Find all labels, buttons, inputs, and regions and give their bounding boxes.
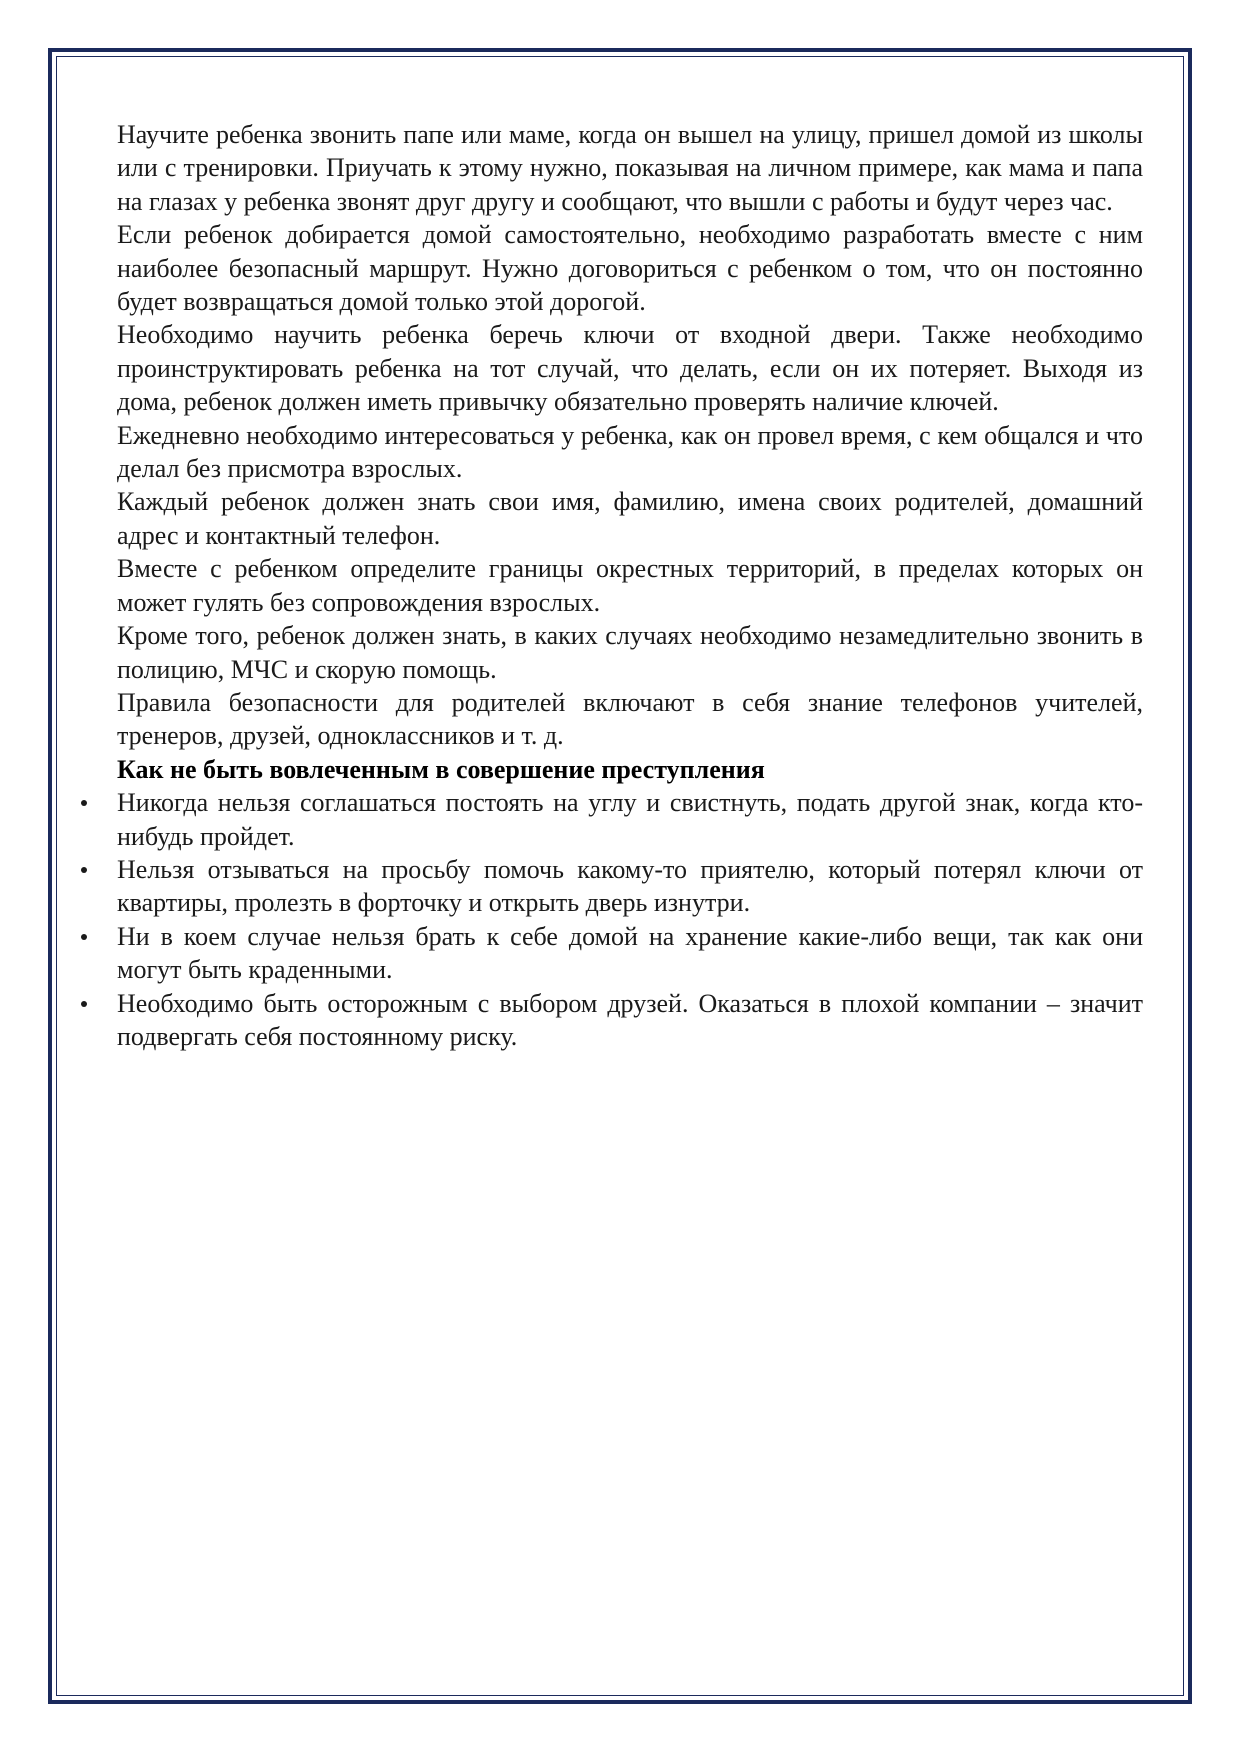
bullet-list	[117, 786, 1143, 1053]
paragraph: Вместе с ребенком определите границы окрестных территорий, в пределах которых он может гулять без сопровождения взрослых.	[117, 554, 1143, 617]
bullet-icon	[81, 867, 87, 873]
paragraph: Необходимо научить ребенка беречь ключи от входной двери. Также необходимо проинструктировать ребенка на тот случай, что делать, если он их потеряет. Выходя из дома, ребенок должен иметь привычку обязательно проверять наличие ключей.	[117, 320, 1143, 417]
list-item-text: Ни в коем случае нельзя брать к себе домой на хранение какие-либо вещи, так как они могут быть краденными.	[117, 921, 1143, 985]
list-item-text: Необходимо быть осторожным с выбором друзей. Оказаться в плохой компании – значит подвергать себя постоянному риску.	[117, 988, 1143, 1051]
paragraph: Если ребенок добирается домой самостоятельно, необходимо разработать вместе с ним наиболее безопасный маршрут. Нужно договориться с ребенком о том, что он постоянно будет возвращаться домой только этой дорогой.	[117, 220, 1143, 317]
paragraph: Правила безопасности для родителей включают в себя знание телефонов учителей, тренеров, друзей, одноклассников и т. д.	[117, 687, 1143, 751]
document-body	[117, 118, 1143, 1053]
section-heading: Как не быть вовлеченным в совершение преступления	[117, 754, 765, 784]
bullet-icon	[81, 1001, 87, 1007]
list-item	[117, 920, 1143, 987]
list-item-text: Никогда нельзя соглашаться постоять на углу и свистнуть, подать другой знак, когда кто-нибудь пройдет.	[117, 788, 1143, 851]
bullet-icon	[81, 934, 87, 940]
list-item	[117, 987, 1143, 1054]
list-item-text: Нельзя отзываться на просьбу помочь какому-то приятелю, который потерял ключи от квартиры, пролезть в форточку и открыть дверь изнутри.	[117, 854, 1143, 918]
paragraph: Научите ребенка звонить папе или маме, когда он вышел на улицу, пришел домой из школы или с тренировки. Приучать к этому нужно, показывая на личном примере, как мама и папа на глазах у ребенка звонят друг другу и сообщают, что вышли с работы и будут через час.	[117, 120, 1143, 216]
list-item	[117, 786, 1143, 853]
paragraph: Ежедневно необходимо интересоваться у ребенка, как он провел время, с кем общался и что делал без присмотра взрослых.	[117, 420, 1143, 484]
list-item	[117, 853, 1143, 920]
paragraph: Кроме того, ребенок должен знать, в каких случаях необходимо незамедлительно звонить в полицию, МЧС и скорую помощь.	[117, 621, 1143, 684]
paragraph: Каждый ребенок должен знать свои имя, фамилию, имена своих родителей, домашний адрес и контактный телефон.	[117, 487, 1143, 550]
